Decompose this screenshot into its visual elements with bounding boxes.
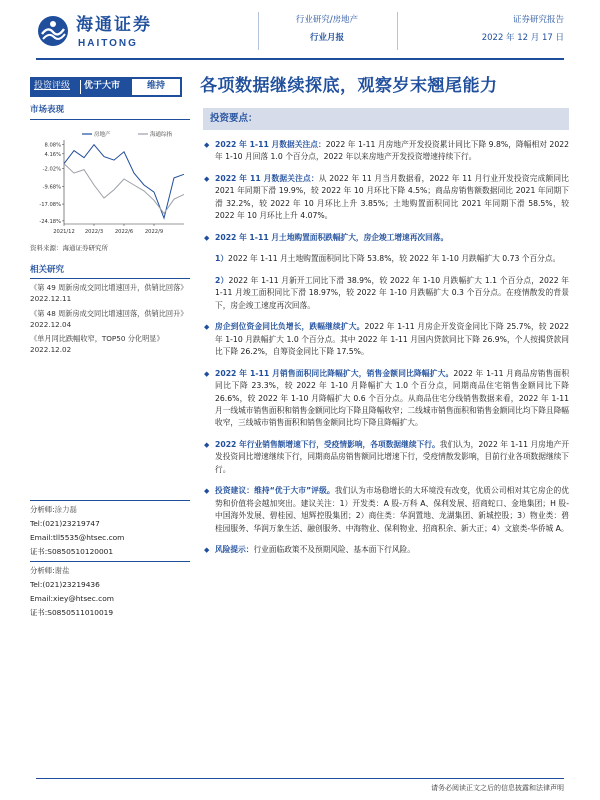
bullet-diamond-icon: ◆ bbox=[204, 369, 210, 378]
point-text: 我们认为，2022 年 1-11 月房地产开发投资同比增速继续下行，同期商品房销售额同比增速下行，受疫情散发影响，目前行业各项数据继续下行。 bbox=[215, 439, 570, 474]
series-line-real-estate bbox=[64, 144, 184, 217]
x-tick-label: 2022/9 bbox=[144, 228, 164, 235]
analyst-card bbox=[30, 503, 190, 559]
point-highlight: 2022 年行业销售额增速下行，受疫情影响，各项数据继续下行。 bbox=[215, 439, 440, 449]
footer-rule bbox=[36, 778, 564, 779]
point-highlight: 房企到位资金同比负增长，跌幅继续扩大。 bbox=[215, 322, 365, 332]
rating-label: 投资评级 bbox=[34, 81, 71, 92]
market-line-chart bbox=[30, 126, 190, 238]
bullet-diamond-icon: ◆ bbox=[204, 487, 210, 496]
bullet-diamond-icon: ◆ bbox=[204, 440, 210, 449]
analyst-email[interactable]: Email:xiey@htsec.com bbox=[30, 594, 114, 604]
point-highlight: 投资建议：维持“优于大市”评级。 bbox=[215, 486, 335, 496]
key-point bbox=[203, 321, 569, 358]
related-title: 《第 49 周新房成交同比增速回升，供销比回落》 bbox=[30, 283, 188, 293]
analyst-name: 涂力磊 bbox=[54, 505, 77, 514]
main-content bbox=[203, 108, 569, 557]
analyst-name: 谢盐 bbox=[54, 566, 70, 576]
related-item[interactable] bbox=[30, 308, 190, 330]
bullet-diamond-icon: ◆ bbox=[204, 233, 210, 242]
analyst-tel: Tel:(021)23219436 bbox=[30, 580, 100, 590]
market-heading: 市场表现 bbox=[30, 104, 190, 120]
analyst-divider bbox=[30, 561, 190, 562]
related-item[interactable] bbox=[30, 282, 190, 304]
y-tick-label: -2.02% bbox=[42, 166, 61, 173]
rating-value: 优于大市 bbox=[80, 80, 132, 94]
bullet-diamond-icon: ◆ bbox=[204, 174, 210, 183]
logo-text-cn: 海通证券 bbox=[76, 15, 152, 35]
bullet-diamond-icon: ◆ bbox=[204, 323, 210, 332]
x-tick-label: 2022/6 bbox=[114, 228, 134, 235]
x-tick-label: 2021/12 bbox=[53, 228, 75, 235]
sub-point bbox=[203, 253, 569, 265]
report-date: 2022 年 12 月 17 日 bbox=[481, 32, 564, 43]
analyst-role: 分析师: bbox=[30, 505, 55, 514]
key-point bbox=[203, 544, 569, 556]
point-highlight: 风险提示： bbox=[215, 545, 254, 555]
related-item[interactable] bbox=[30, 333, 190, 355]
point-highlight: 2022 年 1-11 月数据关注点： bbox=[215, 140, 326, 149]
point-text: 2022 年 1-11 月房地产开发投资累计同比下降 9.8%，降幅相对 2022 年 1-10 月回落 1.0 个百分点，2022 年以来房地产开发投资增速持续下行。 bbox=[215, 140, 569, 162]
related-list bbox=[30, 282, 190, 355]
point-text: 我们认为市场稳增长的大环境没有改变，优质公司相对其它房企的优势和价值将会越加突出。建议关注：1）开发类：A 股-万科 A、保利发展、招商蛇口、金地集团；H 股-中国海外发展、碧桂园、旭辉控股集团；2）商住类：华润置地、龙湖集团、新城控股；3）物业类：碧桂园服务、华润万象生活、融创服务、中海物业、保利物业、招商积余、新大正；4）文旅类-华侨城 A。 bbox=[215, 486, 569, 533]
footer-disclaimer: 请务必阅读正文之后的信息披露和法律声明 bbox=[431, 784, 564, 792]
analyst-email[interactable]: Email:tll5535@htsec.com bbox=[30, 533, 125, 543]
analyst-divider bbox=[30, 500, 190, 501]
report-type: 行业月报 bbox=[309, 32, 344, 43]
x-tick-label: 2022/3 bbox=[84, 228, 104, 235]
rating-change: 维持 bbox=[132, 79, 180, 95]
key-point bbox=[203, 485, 569, 535]
point-text: 2022 年 1-11 月土地购置面积同比下降 53.8%，较 2022 年 1-10 月跌幅扩大 0.73 个百分点。 bbox=[228, 254, 561, 264]
point-text: 行业面临政策不及预期风险、基本面下行风险。 bbox=[253, 545, 415, 555]
sub-point bbox=[203, 275, 569, 312]
key-point bbox=[203, 139, 569, 164]
bullet-diamond-icon: ◆ bbox=[204, 546, 210, 555]
analyst-tel: Tel:(021)23219747 bbox=[30, 519, 100, 529]
point-highlight: 1） bbox=[215, 254, 229, 264]
key-point bbox=[203, 439, 569, 476]
analyst-card bbox=[30, 564, 190, 620]
related-date: 2022.12.04 bbox=[30, 319, 72, 329]
y-tick-label: 4.16% bbox=[44, 151, 61, 158]
point-highlight: 2022 年 11 月数据关注点： bbox=[215, 173, 319, 183]
legend-label: 海通综指 bbox=[150, 131, 173, 138]
point-highlight: 2022 年 1-11 月土地购置面积跌幅扩大，房企竣工增速再次回落。 bbox=[215, 232, 449, 242]
report-kind: 证券研究报告 bbox=[512, 15, 564, 25]
key-point bbox=[203, 173, 569, 223]
header-rule bbox=[36, 58, 564, 60]
market-chart bbox=[30, 126, 190, 238]
related-date: 2022.12.02 bbox=[30, 345, 72, 355]
header-right bbox=[482, 14, 564, 45]
key-points-heading: 投资要点： bbox=[203, 108, 569, 130]
analyst-cert: 证书:S0850510120001 bbox=[30, 547, 114, 557]
point-text: 从 2022 年 11 月当月数据看，2022 年 11 月行业开发投资完成额同比 2021 年同期下滑 19.9%，较 2022 年 10 月环比下降 4.5%；商品房销售额数据同比 2021 年同期下滑 32.2%，较 2022 年 10 月环比上升 3.85%；土地购置面积同比 2021 年同期下滑 58.5%，较 2022 年 10 月环比上升 4.07%。 bbox=[215, 173, 569, 221]
haitong-logo bbox=[36, 12, 176, 50]
key-points-list bbox=[203, 139, 569, 557]
y-tick-label: 8.08% bbox=[44, 142, 61, 149]
analyst-role: 分析师: bbox=[30, 566, 55, 576]
point-text: 2022 年 1-11 月新开工同比下滑 38.9%，较 2022 年 1-10 月跌幅扩大 1.1 个百分点，2022 年 1-11 月竣工面积同比下滑 18.97%，较 2022 年 1-10 月跌幅扩大 0.3 个百分点。在疫情散发的背景下，房企竣工速度再次回落。 bbox=[215, 275, 569, 310]
investment-rating bbox=[30, 77, 182, 97]
header-divider bbox=[397, 12, 398, 50]
key-point bbox=[203, 368, 569, 430]
sidebar bbox=[30, 104, 190, 358]
y-tick-label: -24.18% bbox=[39, 218, 61, 225]
series-line-composite-index bbox=[64, 163, 184, 213]
related-title: 《单月同比跌幅收窄，TOP50 分化明显》 bbox=[30, 333, 164, 343]
key-point bbox=[203, 232, 569, 244]
point-highlight: 2022 年 1-11 月销售面积同比降幅扩大，销售金额同比降幅扩大。 bbox=[215, 368, 454, 378]
haitong-emblem-icon bbox=[36, 14, 70, 48]
chart-source: 资料来源：海通证券研究所 bbox=[30, 243, 108, 252]
logo-text-en: HAITONG bbox=[78, 38, 138, 49]
report-title: 各项数据继续探底，观察岁末翘尾能力 bbox=[200, 76, 498, 96]
header-center bbox=[262, 14, 392, 45]
analyst-cert: 证书:S0850511010019 bbox=[30, 608, 114, 618]
y-tick-label: -9.68% bbox=[42, 184, 61, 191]
point-highlight: 2） bbox=[215, 275, 229, 285]
related-date: 2022.12.11 bbox=[30, 294, 72, 304]
y-tick-label: -17.08% bbox=[39, 201, 61, 208]
related-heading: 相关研究 bbox=[30, 264, 190, 280]
point-text: 2022 年 1-11 月房企开发资金同比下降 25.7%，较 2022 年 1-10 月跌幅扩大 1.0 个百分点。其中 2022 年 1-11 月国内贷款同比下降 26.9%，个人按揭贷款同比下降 26.2%，自筹资金同比下降 17.5%。 bbox=[215, 322, 569, 357]
legend-label: 房地产 bbox=[94, 131, 111, 138]
bullet-diamond-icon: ◆ bbox=[204, 141, 210, 149]
header-divider bbox=[258, 12, 259, 50]
point-text: 2022 年 1-11 月商品房销售面积同比下降 23.3%，较 2022 年 1-10 月降幅扩大 1.0 个百分点，同期商品住宅销售金额同比下降 26.6%，较 2022 年 1-10 月降幅扩大 0.6 个百分点。从商品住宅分线销售数据来看，2022 年 1-11 月一线城市销售面积和销售金额同比均下降且降幅收窄；二线城市销售面积和销售金额同比均下降且降幅收窄，三线城市销售面积和销售金额同比均下降且降幅扩大。 bbox=[215, 368, 570, 428]
analyst-info bbox=[30, 498, 190, 621]
report-category: 行业研究/房地产 bbox=[295, 15, 359, 25]
related-title: 《第 48 周新房成交同比增速回落，供销比回升》 bbox=[30, 308, 188, 318]
